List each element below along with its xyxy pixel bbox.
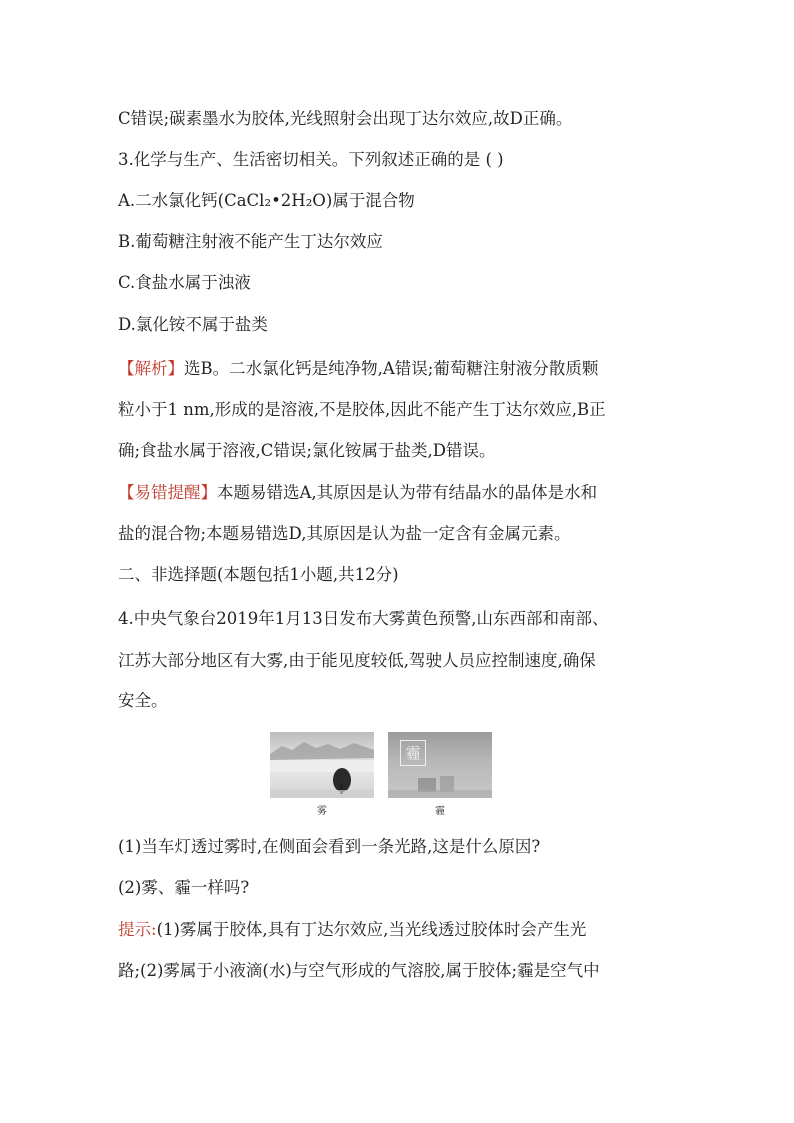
option-a: A.二水氯化钙(CaCl₂•2H₂O)属于混合物 xyxy=(118,191,415,210)
analysis-line-2: 粒小于1 nm,形成的是溶液,不是胶体,因此不能产生丁达尔效应,B正 xyxy=(118,400,606,419)
option-c: C.食盐水属于浊液 xyxy=(118,273,251,292)
section-title: 二、非选择题(本题包括1小题,共12分) xyxy=(118,565,399,584)
sub-question-2: (2)雾、霾一样吗? xyxy=(118,878,250,897)
prev-answer-line: C错误;碳素墨水为胶体,光线照射会出现丁达尔效应,故D正确。 xyxy=(118,109,573,128)
option-d: D.氯化铵不属于盐类 xyxy=(118,315,268,334)
haze-image xyxy=(388,732,492,798)
analysis-tag: 【解析】 xyxy=(118,359,184,378)
error-hint-line-2: 盐的混合物;本题易错选D,其原因是认为盐一定含有金属元素。 xyxy=(118,524,571,543)
analysis-line-1: 【解析】选B。二水氯化钙是纯净物,A错误;葡萄糖注射液分散质颗 xyxy=(118,359,599,378)
question-4-line-1: 4.中央气象台2019年1月13日发布大雾黄色预警,山东西部和南部、 xyxy=(118,609,609,628)
haze-figure xyxy=(388,732,492,817)
fog-image xyxy=(270,732,374,798)
answer-line-1: 提示:(1)雾属于胶体,具有丁达尔效应,当光线透过胶体时会产生光 xyxy=(118,920,587,939)
haze-stamp: 霾 xyxy=(400,740,426,766)
fog-figure xyxy=(270,732,374,817)
answer-line-2: 路;(2)雾属于小液滴(水)与空气形成的气溶胶,属于胶体;霾是空气中 xyxy=(118,961,600,980)
analysis-line-3: 确;食盐水属于溶液,C错误;氯化铵属于盐类,D错误。 xyxy=(118,441,496,460)
error-hint-line-1: 【易错提醒】本题易错选A,其原因是认为带有结晶水的晶体是水和 xyxy=(118,483,598,502)
sub-question-1: (1)当车灯透过雾时,在侧面会看到一条光路,这是什么原因? xyxy=(118,837,541,856)
question-4-line-2: 江苏大部分地区有大雾,由于能见度较低,驾驶人员应控制速度,确保 xyxy=(118,651,596,670)
question-3-stem: 3.化学与生产、生活密切相关。下列叙述正确的是 ( ) xyxy=(118,150,504,169)
haze-caption: 霾 xyxy=(435,806,445,817)
question-4-line-3: 安全。 xyxy=(118,691,168,710)
fog-caption: 雾 xyxy=(317,806,327,817)
option-b: B.葡萄糖注射液不能产生丁达尔效应 xyxy=(118,232,383,251)
answer-tag: 提示: xyxy=(118,920,157,939)
error-hint-tag: 【易错提醒】 xyxy=(118,483,217,502)
